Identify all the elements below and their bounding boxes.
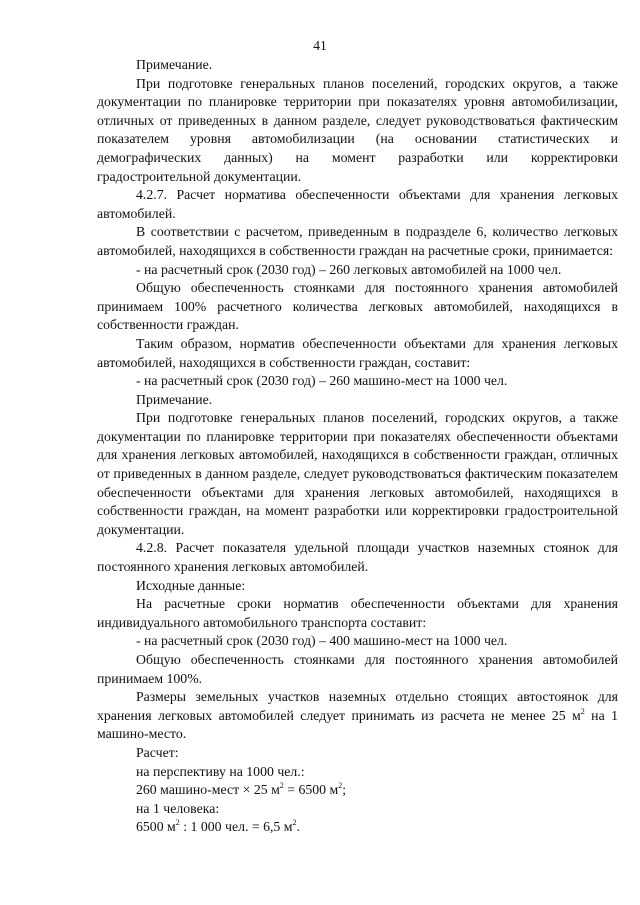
calc-text: = 6500 м [283, 782, 339, 798]
paragraph: Примечание. [136, 57, 213, 72]
paragraph: На расчетные сроки норматив обеспеченности объектами для хранения индивидуального автомобильного транспорта составит: [97, 596, 618, 630]
calc-text: . [296, 819, 300, 835]
document-body [97, 56, 618, 837]
paragraph: Общую обеспеченность стоянками для постоянного хранения автомобилей принимаем 100% расчетного количества легковых автомобилей, находящихся в собственности граждан. [97, 280, 618, 333]
paragraph: При подготовке генеральных планов поселений, городских округов, а также документации по планировке территории при показателях обеспеченности объектами для хранения легковых автомобилей, находящихся в собственности граждан, отличных от приведенных в данном разделе, следует руководствоваться фактическим показателем обеспеченности объектами для хранения легковых автомобилей, находящихся в собственности граждан, на момент разработки или корректировки градостроительной документации. [97, 410, 618, 537]
calc-text: 6500 м [136, 819, 176, 835]
area-tail: на 1 машино-место. [97, 707, 619, 742]
superscript: 2 [292, 818, 297, 828]
paragraph: - на расчетный срок (2030 год) – 400 машино-мест на 1000 чел. [136, 633, 508, 649]
section-heading: 4.2.7. Расчет норматива обеспеченности объектами для хранения легковых автомобилей. [97, 187, 618, 221]
paragraph: При подготовке генеральных планов поселений, городских округов, а также документации по планировке территории при показателях уровня автомобилизации, отличных от приведенных в данном разделе, следует руководствоваться фактическим показателем уровня автомобилизации (на основании статистических и демографических данных) на момент разработки или корректировки градостроительной документации. [97, 75, 618, 184]
superscript: 2 [175, 818, 180, 828]
paragraph: В соответствии с расчетом, приведенным в подразделе 6, количество легковых автомобилей, находящихся в собственности граждан на расчетные сроки, принимается: [97, 224, 618, 258]
paragraph: Примечание. [136, 391, 213, 407]
calc-line-1 [97, 781, 618, 800]
calc-per-person: на 1 человека: [136, 800, 220, 816]
calc-text: ; [342, 782, 347, 798]
paragraph: - на расчетный срок (2030 год) – 260 машино-мест на 1000 чел. [136, 373, 508, 389]
calc-perspective: на перспективу на 1000 чел.: [136, 763, 305, 779]
calc-label: Расчет: [136, 744, 179, 760]
superscript: 2 [279, 781, 284, 791]
section-heading: 4.2.8. Расчет показателя удельной площади участков наземных стоянок для постоянного хранения легковых автомобилей. [97, 540, 618, 575]
area-paragraph [97, 688, 618, 744]
area-text: Размеры земельных участков наземных отдельно стоящих автостоянок для хранения легковых автомобилей следует принимать из расчета не менее 25 м [97, 689, 618, 723]
paragraph: Исходные данные: [136, 577, 246, 593]
calc-text: : 1 000 чел. = 6,5 м [179, 819, 293, 835]
calc-line-2 [97, 818, 618, 837]
paragraph: Общую обеспеченность стоянками для постоянного хранения автомобилей принимаем 100%. [97, 652, 618, 686]
paragraph: - на расчетный срок (2030 год) – 260 легковых автомобилей на 1000 чел. [136, 261, 562, 277]
paragraph: Таким образом, норматив обеспеченности объектами для хранения легковых автомобилей, находящихся в собственности граждан, составит: [97, 335, 618, 370]
calc-text: 260 машино-мест × 25 м [136, 782, 280, 798]
superscript: 2 [338, 781, 343, 791]
superscript: 2 [580, 706, 585, 716]
page-number: 41 [313, 38, 327, 53]
